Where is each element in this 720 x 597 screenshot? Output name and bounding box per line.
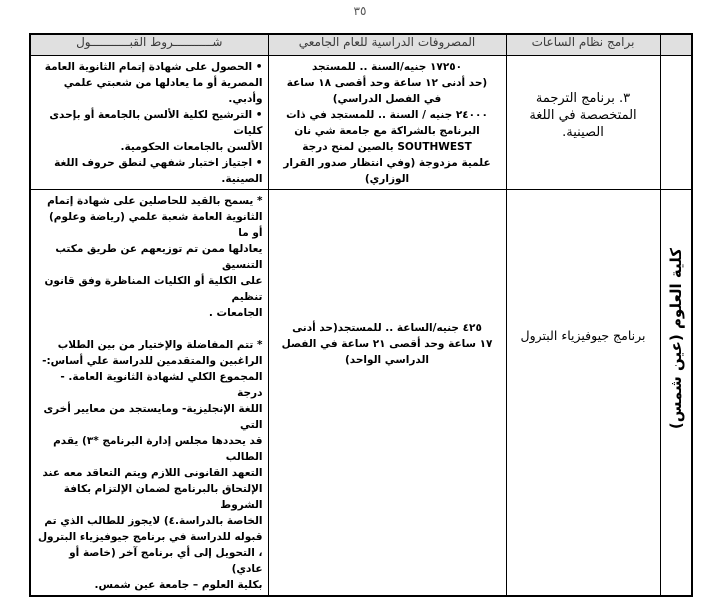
fees-cell bbox=[268, 190, 506, 597]
table-row bbox=[30, 190, 692, 597]
header-conditions: شـــــــــــروط القبـــــــــــول bbox=[30, 34, 268, 56]
conditions-text: * يسمح بالقيد للحاصلين على شهادة إتمام الثانوية العامة شعبة علمي (رياضة وعلوم) أو ما يعادلها ممن تم توزيعهم عن طريق مكتب التنسيق على الكلية أو الكليات المناظرة وفق قانون تنظيم الجامعات . * تتم المفاضلة والإختيار من بين الطلاب الراغبين والمتقدمين للدراسة علي أساس:- المجموع الكلي لشهادة الثانوية العامة. - درجة اللغة الإنجليزية- ومايستجد من معايير أخرى التي قد يحددها مجلس إدارة البرنامج *٣) يقدم الطالب التعهد القانونى اللازم ويتم التعاقد معه عند الإلتحاق بالبرنامج لضمان الإلتزام بكافة الشروط الخاصة بالدراسة.٤) لايجوز للطالب الذي تم قبوله للدراسة في برنامج جيوفيزياء البترول ، التحويل إلى أي برنامج آخر (خاصة أو عادي) بكلية العلوم – جامعة عين شمس. bbox=[37, 195, 263, 591]
fees-text: ١٧٢٥٠ جنيه/السنة .. للمستجد (حد أدنى ١٢ ساعة وحد أقصى ١٨ ساعة في الفصل الدراسي) ٢٤٠٠٠ جنيه / السنة .. للمستجد في ذات البرنامج بالشراكة مع جامعة شي نان SOUTHWEST بالصين لمنح درجة علمية مزدوجة (وفي انتظار صدور القرار الوزاري) bbox=[283, 61, 491, 185]
conditions-text: • الحصول على شهادة إتمام الثانوية العامة المصرية أو ما يعادلها من شعبتي علمي وأدبي. • الترشيح لكلية الألسن بالجامعة أو بإحدى كليات الألسن بالجامعات الحكومية. • اجتياز اختبار شفهي لنطق حروف اللغة الصينية. bbox=[44, 61, 263, 185]
fees-cell bbox=[268, 56, 506, 190]
college-cell bbox=[660, 190, 692, 597]
college-name: كلية العلوم (عين شمس) bbox=[666, 248, 685, 430]
table-row bbox=[30, 56, 692, 190]
header-programs: برامج نظام الساعات bbox=[506, 34, 660, 56]
fees-text: ٤٢٥ جنيه/الساعة .. للمستجد(حد أدنى ١٧ ساعة وحد أقصى ٢١ ساعة في الفصل الدراسي الواحد) bbox=[281, 322, 493, 366]
program-cell bbox=[506, 56, 660, 190]
conditions-cell bbox=[30, 190, 268, 597]
header-college bbox=[660, 34, 692, 56]
programs-table bbox=[29, 33, 693, 597]
college-cell-empty bbox=[660, 56, 692, 190]
program-cell bbox=[506, 190, 660, 597]
program-name: ٣. برنامج الترجمة المتخصصة في اللغة الصينية. bbox=[529, 91, 637, 140]
header-fees: المصروفات الدراسية للعام الجامعي bbox=[268, 34, 506, 56]
page-number: ٣٥ bbox=[353, 4, 367, 18]
program-name: برنامج جيوفيزياء البترول bbox=[520, 328, 646, 343]
header-row bbox=[30, 34, 692, 56]
conditions-cell bbox=[30, 56, 268, 190]
